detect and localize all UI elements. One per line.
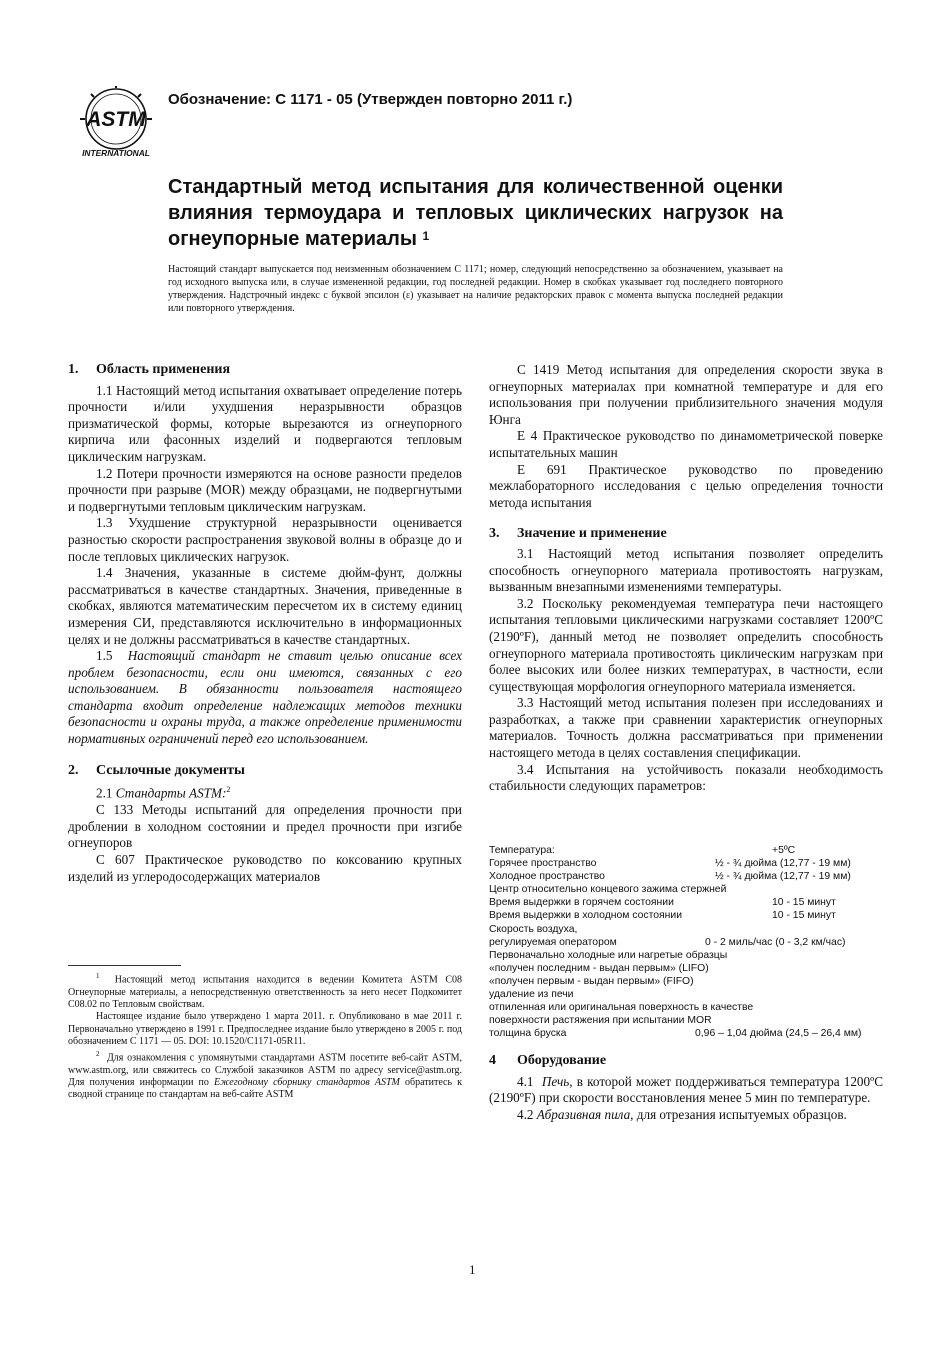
preamble: Настоящий стандарт выпускается под неизменным обозначением C 1171; номер, следующий непосредственно за обозначением, указывает на год исходного выпуска или, в случае измененной редакции, год последней редакции. Номер в скобках указывает год последнего повторного утверждения. Надстрочный индекс с буквой эпсилон (ε) указывает на наличие редакторских правок с момента выпуска последней редакции или повторного утверждения. [168,264,783,314]
param-row: Скорость воздуха, [489,923,578,935]
param-row: толщина бруска 0,96 – 1,04 дюйма (24,5 – 26,4 мм) [489,1028,862,1040]
param-row: Первоначально холодные или нагретые образцы [489,949,728,961]
section-1-heading: 1. Область применения [68,362,231,377]
footnote-rule [68,965,181,966]
ref-c607: C 607 Практическое руководство по коксованию крупных изделий из углеродосодержащих материалов [68,852,462,884]
section-2-heading: 2. Ссылочные документы [68,762,245,778]
document-title [168,174,783,252]
footnote-1: $^1$ Настоящий метод испытания находится в ведении Комитета ASTM C08 Огнеупорные материалы, а непосредственную ответственность за него несет Подкомитет C08.02 по Тепловым свойствам. [68,972,463,1010]
right-column [489,362,883,795]
param-row: Время выдержки в горячем состоянии 10 - 15 минут [489,897,836,909]
param-row: удаление из печи [489,989,574,1001]
para-1-5: 1.5 Настоящий стандарт не ставит целью описание всех проблем безопасности, если они имеются, связанных с его использованием. В обязанности пользователя настоящего стандарта входит определение надлежащих методов техники безопасности и охраны труда, а также определение применимости нормативных ограничений перед его использованием. [68,648,462,747]
param-row: регулируемая оператором 0 - 2 миль/час (0 - 3,2 км/час) [489,936,846,948]
footnote-1-approval: Настоящее издание было утверждено 1 марта 2011. г. Опубликовано в мае 2011 г. Первоначально утверждено в 1991 г. Предпоследнее издание было утверждено в 2005 г. под обозначением C 1171 — 05. DOI: 10.1520/C1171-05R11. [68,1011,462,1047]
title-text: Стандартный метод испытания для количественной оценки влияния термоудара и тепловых циклических нагрузок на огнеупорные материалы [168,176,783,250]
section-4-heading: 4 Оборудование [489,1053,607,1068]
param-row: отпиленная или оригинальная поверхность в качестве [489,1002,754,1014]
para-3-2: 3.2 Поскольку рекомендуемая температура печи настоящего испытания тепловыми циклическими нагрузками составляет 1200ºC (2190ºF), данный метод не позволяет определить способность огнеупорного материала противостоять циклическим нагрузкам при более высоких или более низких температурах, в частности, если существующая морфология огнеупорного материала изменяется. [489,595,883,694]
para-1-1: 1.1 Настоящий метод испытания охватывает определение потерь прочности и/или ухудшения неразрывности образцов призматической формы, которые вырезаются из огнеупорного кирпича или фасонных изделий и подвергаются тепловым циклическим нагрузкам. [68,382,462,464]
ref-c133: C 133 Методы испытаний для определения прочности при дроблении в холодном состоянии и предел прочности при изгибе огнеупоров [68,802,462,851]
astm-logo-icon [72,86,162,160]
param-row: «получен последним - выдан первым» (LIFO) [489,962,709,974]
para-1-4: 1.4 Значения, указанные в системе дюйм-фунт, должны рассматриваться в качестве стандартных. Значения, приведенные в скобках, являются математическим пересчетом их в систему единиц измерения СИ, представляются исключительно в информационных целях и не должны рассматриваться в качестве стандартных. [68,565,462,647]
para-3-4: 3.4 Испытания на устойчивость показали необходимость стабильности следующих параметров: [489,761,883,794]
section-3-heading: 3. Значение и применение [489,526,667,542]
param-row: Холодное пространство ½ - ¾ дюйма (12,77 - 19 мм) [489,871,851,883]
param-row: Время выдержки в холодном состоянии 10 - 15 минут [489,910,836,922]
logo-text: ASTM [86,108,146,131]
para-3-1: 3.1 Настоящий метод испытания позволяет определить способность огнеупорного материала противостоять нагрузкам, вызванным внезапными изменениями температуры. [489,545,883,595]
footnotes [68,970,462,1102]
param-row: Центр относительно концевого зажима стержней [489,884,727,896]
astm-logo [72,86,162,160]
page-number: 1 [469,1262,476,1277]
parameters-table [489,844,889,1040]
title-footnote-mark: 1 [422,229,430,243]
ref-e4: E 4 Практическое руководство по динамометрической поверке испытательных машин [489,428,883,460]
para-1-2: 1.2 Потери прочности измеряются на основе разности пределов прочности при разрыве (MOR) между образцами, не подвергнутыми и подвергнутыми тепловым циклическим нагрузкам. [68,465,462,514]
param-row: Температура: +5ºC [489,845,796,856]
param-row: «получен первым - выдан первым» (FIFO) [489,975,694,987]
param-row: поверхности растяжения при испытании MOR [489,1015,712,1027]
ref-e691: E 691 Практическое руководство по проведению межлабораторного исследования с целью определения точности метода испытания [489,461,883,510]
para-4-1: 4.1 Печь, в которой может поддерживаться температура 1200ºC (2190ºF) при скорости восстановления менее 5 мин по температуре. [489,1073,884,1106]
para-1-3: 1.3 Ухудшение структурной неразрывности оценивается разностью скорости распространения звуковой волны в образце до и после тепловых циклических нагрузок. [68,515,462,564]
left-column [68,362,462,885]
para-4-2: 4.2 Абразивная пила, для отрезания испытуемых образцов. [517,1106,847,1122]
para-3-3: 3.3 Настоящий метод испытания полезен при исследованиях и разработках, а также при сравнении характеристик огнеупорных материалов. Точность должна рассматриваться при применении настоящего метода в целях составления спецификации. [489,695,883,761]
section-4 [489,1053,883,1123]
ref-c1419: C 1419 Метод испытания для определения скорости звука в огнеупорных материалах при комнатной температуре и для его использования при получении приблизительного значения модуля Юнга [489,362,883,427]
footnote-2: $^2$ Для ознакомления с упомянутыми стандартами ASTM посетите веб-сайт ASTM, www.astm.org, или свяжитесь со Службой заказчиков ASTM по адресу service@astm.org. Для получения информации по Ежегодному сборнику стандартов ASTM обратитесь к сводной странице по стандартам на веб-сайте ASTM [68,1050,463,1101]
logo-subtext: INTERNATIONAL [82,148,150,158]
para-2-1: 2.1 Стандарты ASTM:$^2$ [96,785,231,801]
param-row: Горячее пространство ½ - ¾ дюйма (12,77 - 19 мм) [489,858,851,870]
designation: Обозначение: C 1171 - 05 (Утвержден повторно 2011 г.) [168,91,573,108]
